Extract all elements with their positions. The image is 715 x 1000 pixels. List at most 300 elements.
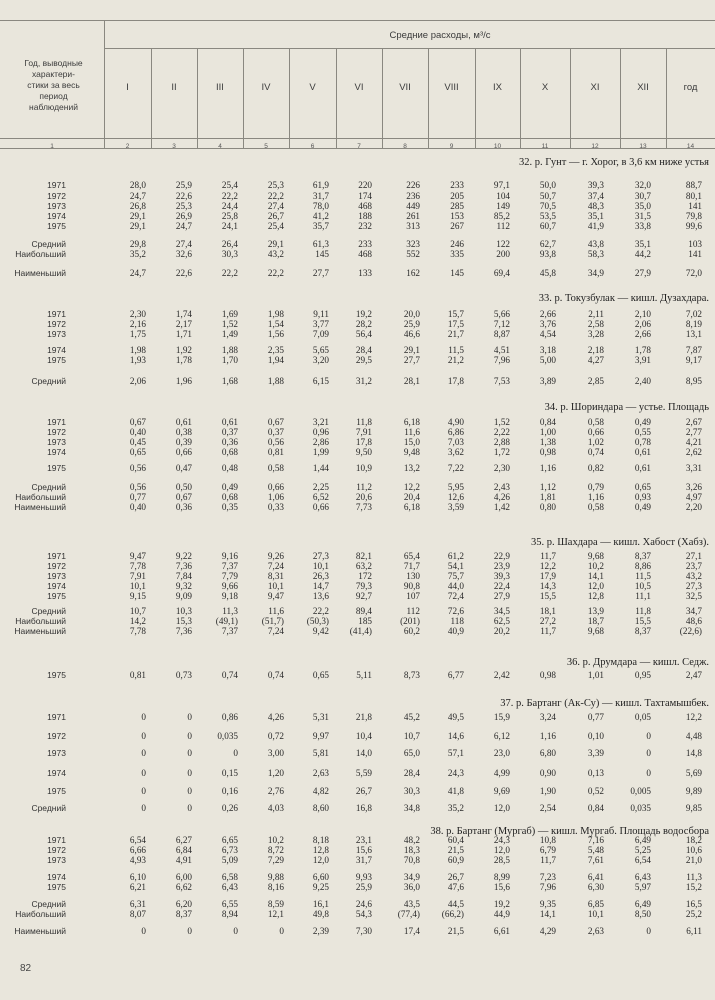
table-cell: 4,27 bbox=[587, 355, 604, 365]
table-cell: 1,12 bbox=[539, 482, 556, 492]
table-cell: 65,0 bbox=[403, 748, 420, 758]
table-cell: 0,67 bbox=[175, 492, 192, 502]
table-cell: 8,95 bbox=[685, 376, 702, 386]
table-row bbox=[0, 180, 715, 191]
table-cell: 468 bbox=[358, 201, 372, 211]
table-cell: 104 bbox=[496, 191, 510, 201]
table-cell: 0 bbox=[187, 748, 192, 758]
column-number: 12 bbox=[591, 143, 599, 150]
table-cell: 3,76 bbox=[539, 319, 556, 329]
table-cell: 1,49 bbox=[221, 329, 238, 339]
table-cell: 1,44 bbox=[312, 463, 329, 473]
table-cell: 9,09 bbox=[175, 591, 192, 601]
table-cell: 2,35 bbox=[267, 345, 284, 355]
table-cell: 13,2 bbox=[403, 463, 420, 473]
table-cell: 1,69 bbox=[221, 309, 238, 319]
table-cell: 6,84 bbox=[175, 845, 192, 855]
row-label: 1974 bbox=[47, 581, 66, 591]
table-cell: 27,9 bbox=[634, 268, 651, 278]
column-header: I bbox=[126, 82, 129, 93]
table-cell: 11,8 bbox=[356, 417, 372, 427]
column-number: 7 bbox=[357, 143, 361, 150]
header-column-rule bbox=[666, 48, 667, 138]
table-cell: 0 bbox=[279, 926, 284, 936]
row-label: Наименьший bbox=[14, 268, 66, 278]
table-cell: 14,1 bbox=[587, 571, 604, 581]
table-cell: 9,66 bbox=[221, 581, 238, 591]
table-cell: 62,7 bbox=[539, 239, 556, 249]
table-cell: 2,86 bbox=[312, 437, 329, 447]
column-number: 4 bbox=[218, 143, 222, 150]
row-label: 1975 bbox=[47, 463, 66, 473]
table-cell: 11,3 bbox=[222, 606, 238, 616]
table-cell: 4,51 bbox=[493, 345, 510, 355]
table-cell: 25,2 bbox=[685, 909, 702, 919]
table-cell: 4,82 bbox=[312, 786, 329, 796]
table-row bbox=[0, 626, 715, 637]
table-cell: 145 bbox=[450, 268, 464, 278]
table-cell: 0,93 bbox=[634, 492, 651, 502]
table-cell: 6,52 bbox=[312, 492, 329, 502]
table-cell: 285 bbox=[450, 201, 464, 211]
table-top-rule bbox=[0, 20, 715, 21]
table-cell: 22,2 bbox=[221, 268, 238, 278]
table-cell: 25,3 bbox=[175, 201, 192, 211]
table-cell: 2,85 bbox=[587, 376, 604, 386]
row-label: Средний bbox=[31, 899, 66, 909]
table-cell: 6,60 bbox=[312, 872, 329, 882]
header-column-rule bbox=[104, 20, 105, 138]
table-cell: 1,52 bbox=[221, 319, 238, 329]
row-label: Средний bbox=[31, 803, 66, 813]
table-cell: (41,4) bbox=[349, 626, 372, 636]
table-cell: 0,80 bbox=[539, 502, 556, 512]
table-cell: 0 bbox=[141, 712, 146, 722]
table-cell: 20,6 bbox=[355, 492, 372, 502]
table-cell: 9,68 bbox=[587, 551, 604, 561]
table-cell: 335 bbox=[450, 249, 464, 259]
table-cell: 0,38 bbox=[175, 427, 192, 437]
table-cell: 2,06 bbox=[129, 376, 146, 386]
table-cell: 188 bbox=[358, 211, 372, 221]
table-cell: 79,8 bbox=[685, 211, 702, 221]
table-cell: 16,5 bbox=[685, 899, 702, 909]
column-header: IX bbox=[493, 82, 502, 93]
table-cell: 69,4 bbox=[493, 268, 510, 278]
table-cell: 12,0 bbox=[493, 803, 510, 813]
table-cell: 9,42 bbox=[312, 626, 329, 636]
table-cell: 8,18 bbox=[312, 835, 329, 845]
table-cell: 6,85 bbox=[587, 899, 604, 909]
table-cell: 20,2 bbox=[493, 626, 510, 636]
column-header: XI bbox=[590, 82, 600, 93]
table-cell: 8,16 bbox=[267, 882, 284, 892]
table-cell: 26,3 bbox=[312, 571, 329, 581]
table-cell: 0,36 bbox=[221, 437, 238, 447]
table-cell: 107 bbox=[406, 591, 420, 601]
row-label: 1975 bbox=[47, 221, 66, 231]
table-cell: 50,0 bbox=[539, 180, 556, 190]
table-cell: 27,2 bbox=[539, 616, 556, 626]
table-cell: 8,19 bbox=[685, 319, 702, 329]
row-label: Наименьший bbox=[14, 926, 66, 936]
table-cell: 1,68 bbox=[221, 376, 238, 386]
table-cell: 22,2 bbox=[267, 191, 284, 201]
table-cell: 6,27 bbox=[175, 835, 192, 845]
table-cell: 0,65 bbox=[634, 482, 651, 492]
table-cell: 65,4 bbox=[403, 551, 420, 561]
table-cell: 30,3 bbox=[221, 249, 238, 259]
table-cell: 70,5 bbox=[539, 201, 556, 211]
table-cell: 7,78 bbox=[129, 561, 146, 571]
table-cell: 14,1 bbox=[539, 909, 556, 919]
row-label: 1972 bbox=[47, 845, 66, 855]
table-cell: 9,50 bbox=[355, 447, 372, 457]
row-header-line: стики за весь bbox=[27, 80, 80, 90]
table-cell: 0,035 bbox=[630, 803, 651, 813]
table-cell: 85,2 bbox=[493, 211, 510, 221]
table-cell: 72,6 bbox=[447, 606, 464, 616]
table-cell: 153 bbox=[450, 211, 464, 221]
column-header: X bbox=[541, 82, 549, 93]
table-cell: 29,1 bbox=[403, 345, 420, 355]
row-header-line: период bbox=[39, 91, 68, 101]
table-cell: 0,52 bbox=[587, 786, 604, 796]
table-cell: 4,48 bbox=[685, 731, 702, 741]
table-cell: 41,9 bbox=[587, 221, 604, 231]
table-cell: 8,37 bbox=[175, 909, 192, 919]
table-cell: 93,8 bbox=[539, 249, 556, 259]
table-cell: 4,97 bbox=[685, 492, 702, 502]
table-cell: 236 bbox=[406, 191, 420, 201]
table-cell: 24,7 bbox=[129, 191, 146, 201]
table-cell: 29,1 bbox=[129, 211, 146, 221]
table-cell: 10,6 bbox=[685, 845, 702, 855]
table-cell: 2,47 bbox=[685, 670, 702, 680]
table-cell: 2,66 bbox=[634, 329, 651, 339]
table-cell: 12,2 bbox=[685, 712, 702, 722]
table-cell: 0 bbox=[187, 768, 192, 778]
table-cell: 323 bbox=[406, 239, 420, 249]
table-cell: 0,56 bbox=[267, 437, 284, 447]
table-cell: 1,20 bbox=[267, 768, 284, 778]
table-cell: 35,2 bbox=[447, 803, 464, 813]
table-cell: 11,7 bbox=[540, 551, 556, 561]
row-label: Средний bbox=[31, 239, 66, 249]
row-label: 1971 bbox=[47, 551, 66, 561]
table-cell: 10,5 bbox=[634, 581, 651, 591]
table-cell: 0,65 bbox=[129, 447, 146, 457]
table-cell: 43,2 bbox=[685, 571, 702, 581]
table-cell: 21,8 bbox=[355, 712, 372, 722]
table-cell: 25,9 bbox=[403, 319, 420, 329]
table-cell: 8,87 bbox=[493, 329, 510, 339]
table-cell: 0,66 bbox=[312, 502, 329, 512]
table-row bbox=[0, 882, 715, 893]
table-cell: 0,79 bbox=[587, 482, 604, 492]
table-cell: 233 bbox=[358, 239, 372, 249]
table-cell: 0,40 bbox=[129, 502, 146, 512]
table-cell: 7,29 bbox=[267, 855, 284, 865]
table-cell: 3,20 bbox=[312, 355, 329, 365]
table-cell: 16,8 bbox=[355, 803, 372, 813]
table-cell: 15,2 bbox=[685, 882, 702, 892]
table-cell: 7,12 bbox=[493, 319, 510, 329]
table-row bbox=[0, 591, 715, 602]
table-cell: 20,4 bbox=[403, 492, 420, 502]
table-cell: 3,24 bbox=[539, 712, 556, 722]
table-cell: 0,49 bbox=[634, 502, 651, 512]
table-cell: 44,5 bbox=[447, 899, 464, 909]
table-cell: 25,9 bbox=[355, 882, 372, 892]
table-cell: 14,7 bbox=[312, 581, 329, 591]
column-number: 14 bbox=[686, 143, 695, 150]
table-cell: 2,39 bbox=[312, 926, 329, 936]
column-header: XII bbox=[637, 82, 649, 93]
table-cell: 9,88 bbox=[267, 872, 284, 882]
table-cell: 62,5 bbox=[493, 616, 510, 626]
row-label: Наибольший bbox=[15, 616, 66, 626]
table-cell: 30,7 bbox=[634, 191, 651, 201]
table-cell: 3,39 bbox=[587, 748, 604, 758]
table-cell: 7,22 bbox=[447, 463, 464, 473]
table-cell: 5,69 bbox=[685, 768, 702, 778]
table-cell: 1,96 bbox=[175, 376, 192, 386]
table-cell: 12,2 bbox=[539, 561, 556, 571]
table-cell: 0,40 bbox=[129, 427, 146, 437]
table-cell: 6,62 bbox=[175, 882, 192, 892]
column-header: II bbox=[171, 82, 177, 93]
table-row bbox=[0, 376, 715, 387]
table-cell: 4,29 bbox=[539, 926, 556, 936]
table-cell: 35,1 bbox=[587, 211, 604, 221]
table-cell: 0 bbox=[233, 748, 238, 758]
table-cell: 4,99 bbox=[493, 768, 510, 778]
table-cell: 6,18 bbox=[403, 417, 420, 427]
table-cell: 6,20 bbox=[175, 899, 192, 909]
table-cell: 29,5 bbox=[355, 355, 372, 365]
table-cell: (50,3) bbox=[306, 616, 329, 626]
table-cell: 32,0 bbox=[634, 180, 651, 190]
table-cell: 7,24 bbox=[267, 626, 284, 636]
row-label: 1975 bbox=[47, 355, 66, 365]
table-cell: 0,86 bbox=[221, 712, 238, 722]
row-label: 1975 bbox=[47, 591, 66, 601]
table-cell: 0,72 bbox=[267, 731, 284, 741]
section-title: 34. р. Шориндара — устье. Площадь bbox=[544, 402, 709, 413]
table-cell: 3,26 bbox=[685, 482, 702, 492]
table-cell: 26,8 bbox=[129, 201, 146, 211]
table-cell: 141 bbox=[688, 249, 702, 259]
table-cell: 6,65 bbox=[221, 835, 238, 845]
table-cell: 1,78 bbox=[634, 345, 651, 355]
row-header-line: Год, выводные bbox=[24, 58, 83, 68]
table-cell: 28,5 bbox=[493, 855, 510, 865]
table-cell: 0,66 bbox=[175, 447, 192, 457]
table-row bbox=[0, 268, 715, 279]
table-cell: 6,55 bbox=[221, 899, 238, 909]
table-cell: 18,7 bbox=[587, 616, 604, 626]
table-cell: 28,4 bbox=[403, 768, 420, 778]
table-cell: 1,92 bbox=[175, 345, 192, 355]
table-cell: 261 bbox=[406, 211, 420, 221]
table-cell: 7,09 bbox=[312, 329, 329, 339]
row-label: 1971 bbox=[47, 417, 66, 427]
table-cell: 21,5 bbox=[447, 845, 464, 855]
table-cell: 15,5 bbox=[539, 591, 556, 601]
table-cell: 12,6 bbox=[447, 492, 464, 502]
table-cell: 0,58 bbox=[267, 463, 284, 473]
table-cell: 14,6 bbox=[447, 731, 464, 741]
table-cell: 3,31 bbox=[685, 463, 702, 473]
row-label: 1973 bbox=[47, 437, 66, 447]
table-cell: 0 bbox=[646, 926, 651, 936]
table-cell: 48,2 bbox=[403, 835, 420, 845]
table-cell: 63,2 bbox=[355, 561, 372, 571]
table-cell: 7,53 bbox=[493, 376, 510, 386]
table-cell: 9,35 bbox=[539, 899, 556, 909]
table-cell: 9,11 bbox=[313, 309, 329, 319]
table-cell: 0,005 bbox=[630, 786, 651, 796]
table-cell: 8,59 bbox=[267, 899, 284, 909]
table-cell: (66,2) bbox=[441, 909, 464, 919]
table-cell: 2,58 bbox=[587, 319, 604, 329]
table-cell: 8,99 bbox=[493, 872, 510, 882]
table-cell: 6,80 bbox=[539, 748, 556, 758]
table-cell: 1,93 bbox=[129, 355, 146, 365]
table-cell: 1,81 bbox=[539, 492, 556, 502]
table-cell: 29,8 bbox=[129, 239, 146, 249]
table-cell: 220 bbox=[358, 180, 372, 190]
table-cell: 11,5 bbox=[635, 571, 651, 581]
table-cell: 2,40 bbox=[634, 376, 651, 386]
table-cell: 6,21 bbox=[129, 882, 146, 892]
table-cell: 17,9 bbox=[539, 571, 556, 581]
table-cell: 2,30 bbox=[129, 309, 146, 319]
table-cell: 4,90 bbox=[447, 417, 464, 427]
table-cell: 9,17 bbox=[685, 355, 702, 365]
table-cell: 0,68 bbox=[221, 492, 238, 502]
row-label: 1975 bbox=[47, 670, 66, 680]
table-cell: 7,61 bbox=[587, 855, 604, 865]
table-cell: 11,2 bbox=[356, 482, 372, 492]
table-cell: 5,48 bbox=[587, 845, 604, 855]
table-cell: 0,84 bbox=[587, 803, 604, 813]
header-column-rule bbox=[243, 48, 244, 138]
table-cell: 0,61 bbox=[221, 417, 238, 427]
row-label: 1974 bbox=[47, 211, 66, 221]
table-cell: 7,36 bbox=[175, 626, 192, 636]
table-cell: 26,9 bbox=[175, 211, 192, 221]
table-cell: 6,86 bbox=[447, 427, 464, 437]
table-cell: 13,6 bbox=[312, 591, 329, 601]
row-label: 1971 bbox=[47, 712, 66, 722]
table-cell: 0,36 bbox=[175, 502, 192, 512]
table-cell: 313 bbox=[406, 221, 420, 231]
table-cell: 34,5 bbox=[493, 606, 510, 616]
table-cell: 22,4 bbox=[493, 581, 510, 591]
table-cell: 7,03 bbox=[447, 437, 464, 447]
table-cell: 21,0 bbox=[685, 855, 702, 865]
table-cell: 7,91 bbox=[355, 427, 372, 437]
table-cell: 18,1 bbox=[539, 606, 556, 616]
table-cell: 0,98 bbox=[539, 447, 556, 457]
table-cell: 11,1 bbox=[635, 591, 651, 601]
table-cell: 0,39 bbox=[175, 437, 192, 447]
table-cell: 1,94 bbox=[267, 355, 284, 365]
table-cell: 26,4 bbox=[221, 239, 238, 249]
table-cell: 24,3 bbox=[447, 768, 464, 778]
table-cell: 15,0 bbox=[403, 437, 420, 447]
header-column-rule bbox=[151, 48, 152, 138]
table-cell: 5,25 bbox=[634, 845, 651, 855]
table-cell: 6,49 bbox=[634, 899, 651, 909]
table-cell: 122 bbox=[496, 239, 510, 249]
table-row bbox=[0, 748, 715, 759]
table-cell: 0,49 bbox=[221, 482, 238, 492]
table-cell: 27,3 bbox=[685, 581, 702, 591]
table-cell: 0,96 bbox=[312, 427, 329, 437]
table-cell: 49,8 bbox=[312, 909, 329, 919]
table-cell: 20,0 bbox=[403, 309, 420, 319]
table-cell: 11,5 bbox=[448, 345, 464, 355]
table-cell: 45,2 bbox=[403, 712, 420, 722]
table-cell: 60,9 bbox=[447, 855, 464, 865]
table-cell: 0,56 bbox=[129, 463, 146, 473]
table-cell: 10,8 bbox=[539, 835, 556, 845]
table-cell: 7,23 bbox=[539, 872, 556, 882]
table-cell: 112 bbox=[496, 221, 510, 231]
table-cell: 28,1 bbox=[403, 376, 420, 386]
table-cell: 29,1 bbox=[129, 221, 146, 231]
table-cell: 44,9 bbox=[493, 909, 510, 919]
row-label: 1974 bbox=[47, 345, 66, 355]
table-cell: (51,7) bbox=[261, 616, 284, 626]
table-cell: 25,4 bbox=[267, 221, 284, 231]
table-cell: 2,25 bbox=[312, 482, 329, 492]
table-cell: 0 bbox=[141, 768, 146, 778]
table-cell: 28,4 bbox=[355, 345, 372, 355]
table-cell: 0,90 bbox=[539, 768, 556, 778]
table-cell: 0,77 bbox=[587, 712, 604, 722]
table-cell: 3,89 bbox=[539, 376, 556, 386]
table-cell: 0 bbox=[187, 712, 192, 722]
column-header: VIII bbox=[444, 82, 459, 93]
table-cell: 71,7 bbox=[403, 561, 420, 571]
table-cell: 2,67 bbox=[685, 417, 702, 427]
table-cell: 36,0 bbox=[403, 882, 420, 892]
table-cell: 0,37 bbox=[267, 427, 284, 437]
table-cell: 0 bbox=[646, 748, 651, 758]
table-cell: 3,21 bbox=[312, 417, 329, 427]
table-cell: 4,03 bbox=[267, 803, 284, 813]
table-cell: 6,43 bbox=[221, 882, 238, 892]
table-cell: 15,3 bbox=[175, 616, 192, 626]
table-cell: 10,1 bbox=[267, 581, 284, 591]
table-cell: 7,24 bbox=[267, 561, 284, 571]
header-column-rule bbox=[382, 48, 383, 138]
table-cell: 11,3 bbox=[686, 872, 702, 882]
table-cell: 0,55 bbox=[634, 427, 651, 437]
table-cell: 449 bbox=[406, 201, 420, 211]
table-cell: 5,11 bbox=[356, 670, 372, 680]
table-cell: 6,11 bbox=[686, 926, 702, 936]
table-row bbox=[0, 768, 715, 779]
table-cell: 0,66 bbox=[587, 427, 604, 437]
table-cell: 0,56 bbox=[129, 482, 146, 492]
table-cell: 43,5 bbox=[403, 899, 420, 909]
table-cell: 267 bbox=[450, 221, 464, 231]
